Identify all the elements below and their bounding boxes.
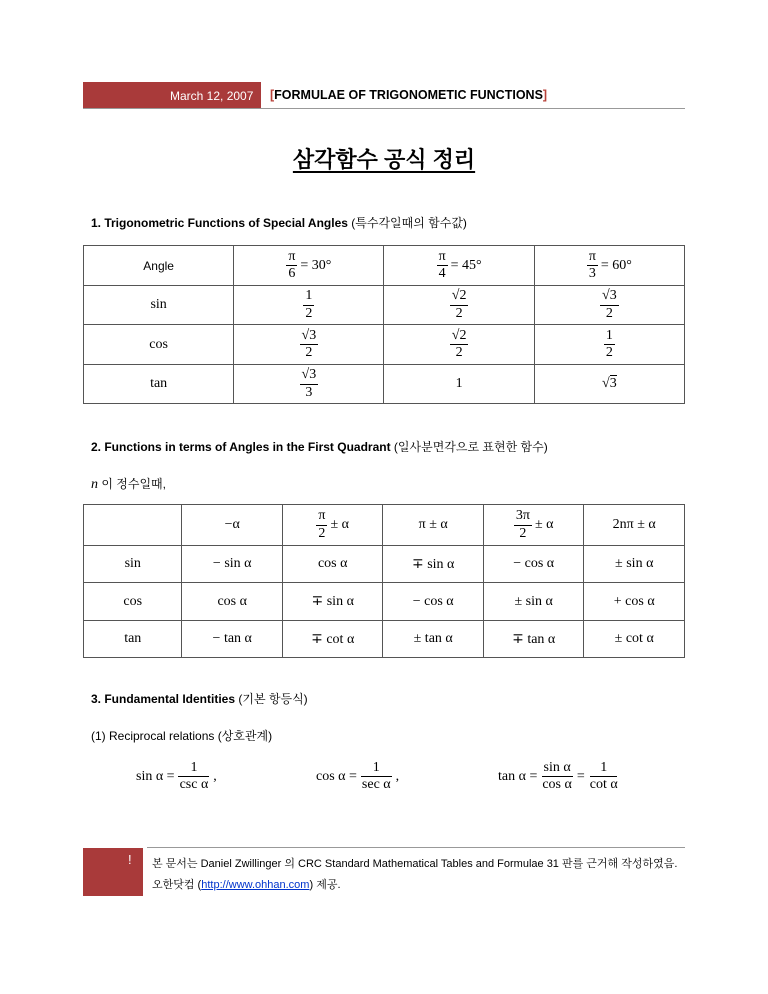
row-label-cos: cos	[84, 583, 182, 621]
table-cell: ∓ cot α	[282, 621, 383, 658]
cell-sin-30: $\frac{1}{2}$	[234, 286, 384, 325]
section3-heading-text: 3. Fundamental Identities	[91, 692, 236, 706]
special-angles-table	[83, 245, 685, 404]
cell-tan-60: √3	[534, 365, 684, 404]
footer-rule	[147, 847, 685, 848]
section1-heading-text: 1. Trigonometric Functions of Special Angles	[91, 216, 348, 230]
header-title-text: FORMULAE OF TRIGONOMETIC FUNCTIONS	[274, 88, 543, 102]
header-bracket-open: [	[270, 88, 275, 102]
footer-source-note: 본 문서는 Daniel Zwillinger 의 CRC Standard Mathematical Tables and Formulae 31 판를 근거해 작성하였음.	[152, 858, 678, 870]
table-row	[84, 325, 685, 365]
table-cell: ± sin α	[483, 583, 584, 621]
cell-cos-45: $\frac{√2}{2}$	[384, 325, 534, 365]
footer-mark: !	[128, 852, 132, 867]
col-pi: π ± α	[383, 505, 483, 546]
col-two-n-pi: 2nπ ± α	[584, 505, 685, 546]
equation-cos-sec: cos α = $\frac{1}{\text{sec α}}$ ,	[316, 760, 400, 793]
header-rule	[83, 108, 685, 109]
table-cell: ± tan α	[383, 621, 483, 658]
header-date: March 12, 2007	[170, 89, 254, 103]
table-row	[84, 583, 685, 621]
table-cell: ∓ tan α	[483, 621, 584, 658]
section2-heading	[91, 438, 548, 455]
row-label-sin: sin	[84, 546, 182, 583]
cell-sin-45: $\frac{√2}{2}$	[384, 286, 534, 325]
table-cell: ∓ sin α	[282, 583, 383, 621]
section1-heading-ko: (특수각일때의 함수값)	[347, 216, 467, 230]
table-cell: ± cot α	[584, 621, 685, 658]
cell-tan-45: 1	[384, 365, 534, 404]
cell-angle-30: $\frac{\pi}{6}$ = 30°	[234, 246, 384, 286]
table-row	[84, 621, 685, 658]
table-cell: − sin α	[182, 546, 282, 583]
reciprocal-subheading: (1) Reciprocal relations (상호관계)	[91, 729, 273, 743]
cell-sin-60: $\frac{√3}{2}$	[534, 286, 684, 325]
cell-cos-30: $\frac{√3}{2}$	[234, 325, 384, 365]
footer-credit: 오한닷컴 (http://www.ohhan.com) 제공.	[152, 879, 341, 891]
table-cell: cos α	[182, 583, 282, 621]
header-title	[270, 88, 547, 102]
equation-tan: tan α = $\frac{\text{sin α}}{\text{cos α}}$ = $\frac{1}{\text{cot α}}$	[498, 760, 618, 793]
footer-accent-box	[83, 848, 143, 896]
table-row	[84, 246, 685, 286]
section3-heading-ko: (기본 항등식)	[235, 692, 308, 706]
header-bracket-close: ]	[542, 88, 548, 102]
row-label-angle: Angle	[84, 246, 234, 286]
table-cell: cos α	[282, 546, 383, 583]
condition-var: n	[91, 477, 98, 492]
table-cell: + cos α	[584, 583, 685, 621]
table-cell: ∓ sin α	[383, 546, 483, 583]
footer-link[interactable]: http://www.ohhan.com	[201, 879, 310, 891]
row-label-tan: tan	[84, 365, 234, 404]
cell-angle-45: $\frac{\pi}{4}$ = 45°	[384, 246, 534, 286]
section2-heading-ko: (일사분면각으로 표현한 함수)	[390, 440, 548, 454]
col-half-pi: $\frac{\pi}{2}$ ± α	[282, 505, 383, 546]
cell-tan-30: $\frac{√3}{3}$	[234, 365, 384, 404]
condition-text: 이 정수일때,	[98, 477, 166, 491]
table-row	[84, 505, 685, 546]
page-title: 삼각함수 공식 정리	[292, 147, 476, 172]
cell-angle-60: $\frac{\pi}{3}$ = 60°	[534, 246, 684, 286]
section2-condition	[91, 475, 166, 493]
col-neg-alpha: −α	[182, 505, 282, 546]
table-cell: ± sin α	[584, 546, 685, 583]
table-row	[84, 546, 685, 583]
section1-heading	[91, 214, 467, 231]
table-cell: − cos α	[383, 583, 483, 621]
cell-cos-60: $\frac{1}{2}$	[534, 325, 684, 365]
quadrant-table	[83, 504, 685, 658]
corner-cell	[84, 505, 182, 546]
table-row	[84, 286, 685, 325]
table-cell: − cos α	[483, 546, 584, 583]
table-row	[84, 365, 685, 404]
row-label-tan: tan	[84, 621, 182, 658]
row-label-sin: sin	[84, 286, 234, 325]
equation-sin-csc: sin α = $\frac{1}{\text{csc α}}$ ,	[136, 760, 217, 793]
section2-heading-text: 2. Functions in terms of Angles in the First Quadrant	[91, 440, 391, 454]
row-label-cos: cos	[84, 325, 234, 365]
section3-heading	[91, 690, 308, 707]
col-three-half-pi: $\frac{3\pi}{2}$ ± α	[483, 505, 584, 546]
table-cell: − tan α	[182, 621, 282, 658]
